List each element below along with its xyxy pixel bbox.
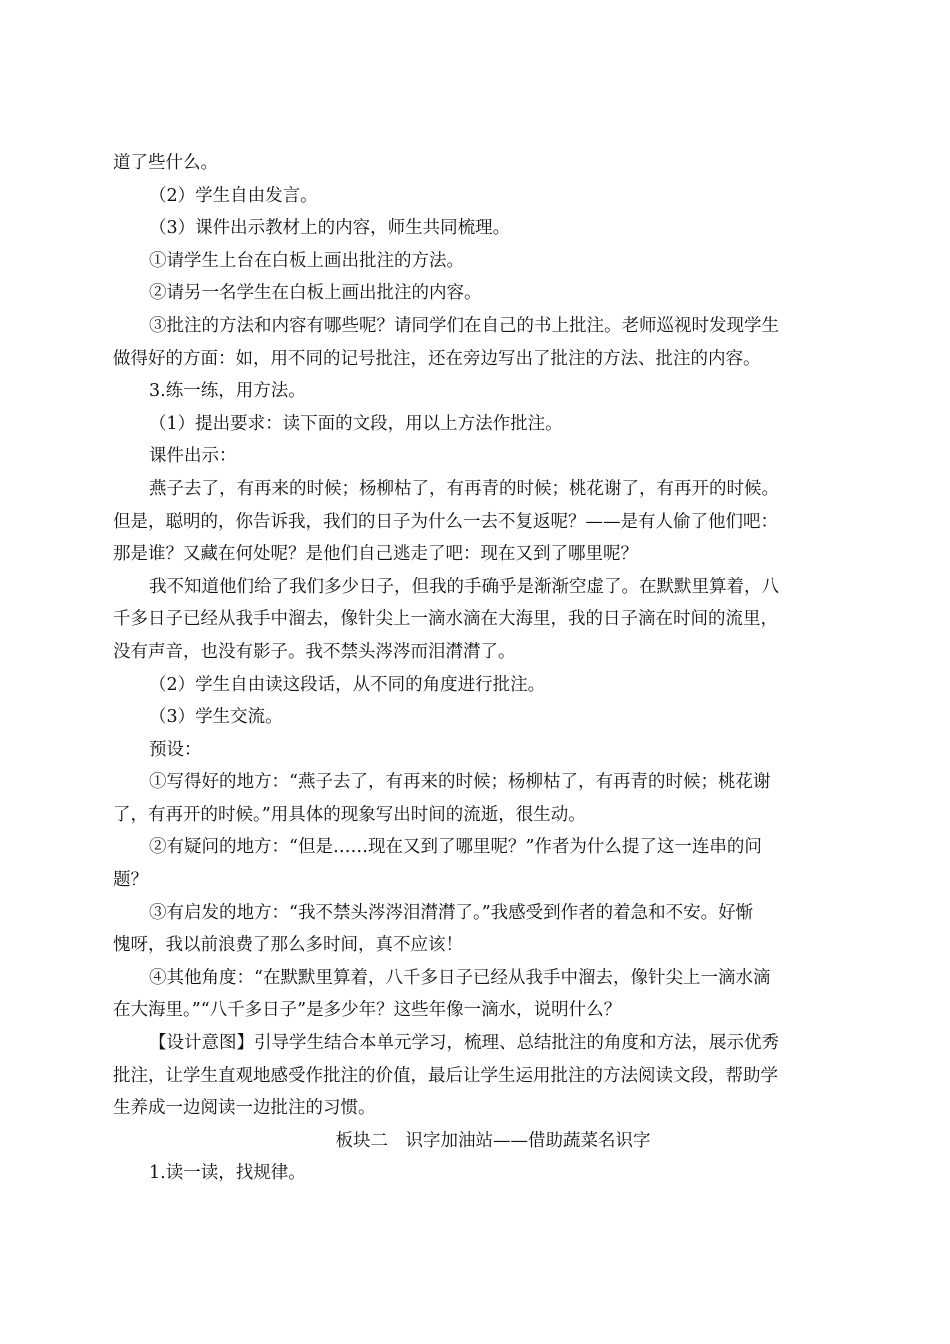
text-line: 那是谁？又藏在何处呢？是他们自己逃走了吧：现在又到了哪里呢？ xyxy=(113,544,638,565)
document-page xyxy=(113,147,845,1190)
step-heading: 1.读一读，找规律。 xyxy=(149,1163,306,1184)
text-line: ③批注的方法和内容有哪些呢？请同学们在自己的书上批注。老师巡视时发现学生 xyxy=(149,315,779,336)
text-line: 我不知道他们给了我们多少日子，但我的手确乎是渐渐空虚了。在默默里算着，八 xyxy=(149,576,779,597)
text-line: 3.练一练，用方法。 xyxy=(149,381,306,402)
text-line: 燕子去了，有再来的时候；杨柳枯了，有再青的时候；桃花谢了，有再开的时候。 xyxy=(149,478,779,499)
text-line: 了，有再开的时候。”用具体的现象写出时间的流逝，很生动。 xyxy=(113,804,586,825)
text-line: 但是，聪明的，你告诉我，我们的日子为什么一去不复返呢？——是有人偷了他们吧： xyxy=(113,511,778,532)
text-line: ②有疑问的地方：“但是……现在又到了哪里呢？”作者为什么提了这一连串的问 xyxy=(149,837,762,858)
text-line: 题？ xyxy=(113,870,148,891)
text-line: 道了些什么。 xyxy=(113,153,218,173)
text-line: （2）学生自由发言。 xyxy=(149,185,318,206)
text-line: ②请另一名学生在白板上画出批注的内容。 xyxy=(149,283,482,304)
text-line: 没有声音，也没有影子。我不禁头涔涔而泪潸潸了。 xyxy=(113,641,516,662)
text-line: 批注，让学生直观地感受作批注的价值，最后让学生运用批注的方法阅读文段，帮助学 xyxy=(113,1065,778,1086)
text-line: 千多日子已经从我手中溜去，像针尖上一滴水滴在大海里，我的日子滴在时间的流里， xyxy=(113,609,778,630)
text-line: 【设计意图】引导学生结合本单元学习，梳理、总结批注的角度和方法，展示优秀 xyxy=(149,1033,779,1054)
text-line: （3）学生交流。 xyxy=(149,707,283,728)
text-line: 课件出示： xyxy=(149,446,237,467)
text-line: （3）课件出示教材上的内容，师生共同梳理。 xyxy=(149,218,511,239)
text-line: 生养成一边阅读一边批注的习惯。 xyxy=(113,1098,376,1119)
text-line: ①写得好的地方：“燕子去了，有再来的时候；杨柳枯了，有再青的时候；桃花谢 xyxy=(149,772,771,793)
text-line: （2）学生自由读这段话，从不同的角度进行批注。 xyxy=(149,674,546,695)
text-line: 预设： xyxy=(149,739,202,760)
text-line: 在大海里。”“八千多日子”是多少年？这些年像一滴水，说明什么？ xyxy=(113,1000,622,1021)
text-line: ④其他角度：“在默默里算着，八千多日子已经从我手中溜去，像针尖上一滴水滴 xyxy=(149,967,771,988)
section-heading: 板块二 识字加油站——借助蔬菜名识字 xyxy=(335,1130,651,1151)
lesson-text xyxy=(113,147,845,1125)
text-line: 做得好的方面：如，用不同的记号批注，还在旁边写出了批注的方法、批注的内容。 xyxy=(113,348,761,369)
text-line: ③有启发的地方：“我不禁头涔涔泪潸潸了。”我感受到作者的着急和不安。好惭 xyxy=(149,902,754,923)
text-line: 愧呀，我以前浪费了那么多时间，真不应该！ xyxy=(113,935,463,956)
text-line: （1）提出要求：读下面的文段，用以上方法作批注。 xyxy=(149,413,563,434)
text-line: ①请学生上台在白板上画出批注的方法。 xyxy=(149,250,464,271)
